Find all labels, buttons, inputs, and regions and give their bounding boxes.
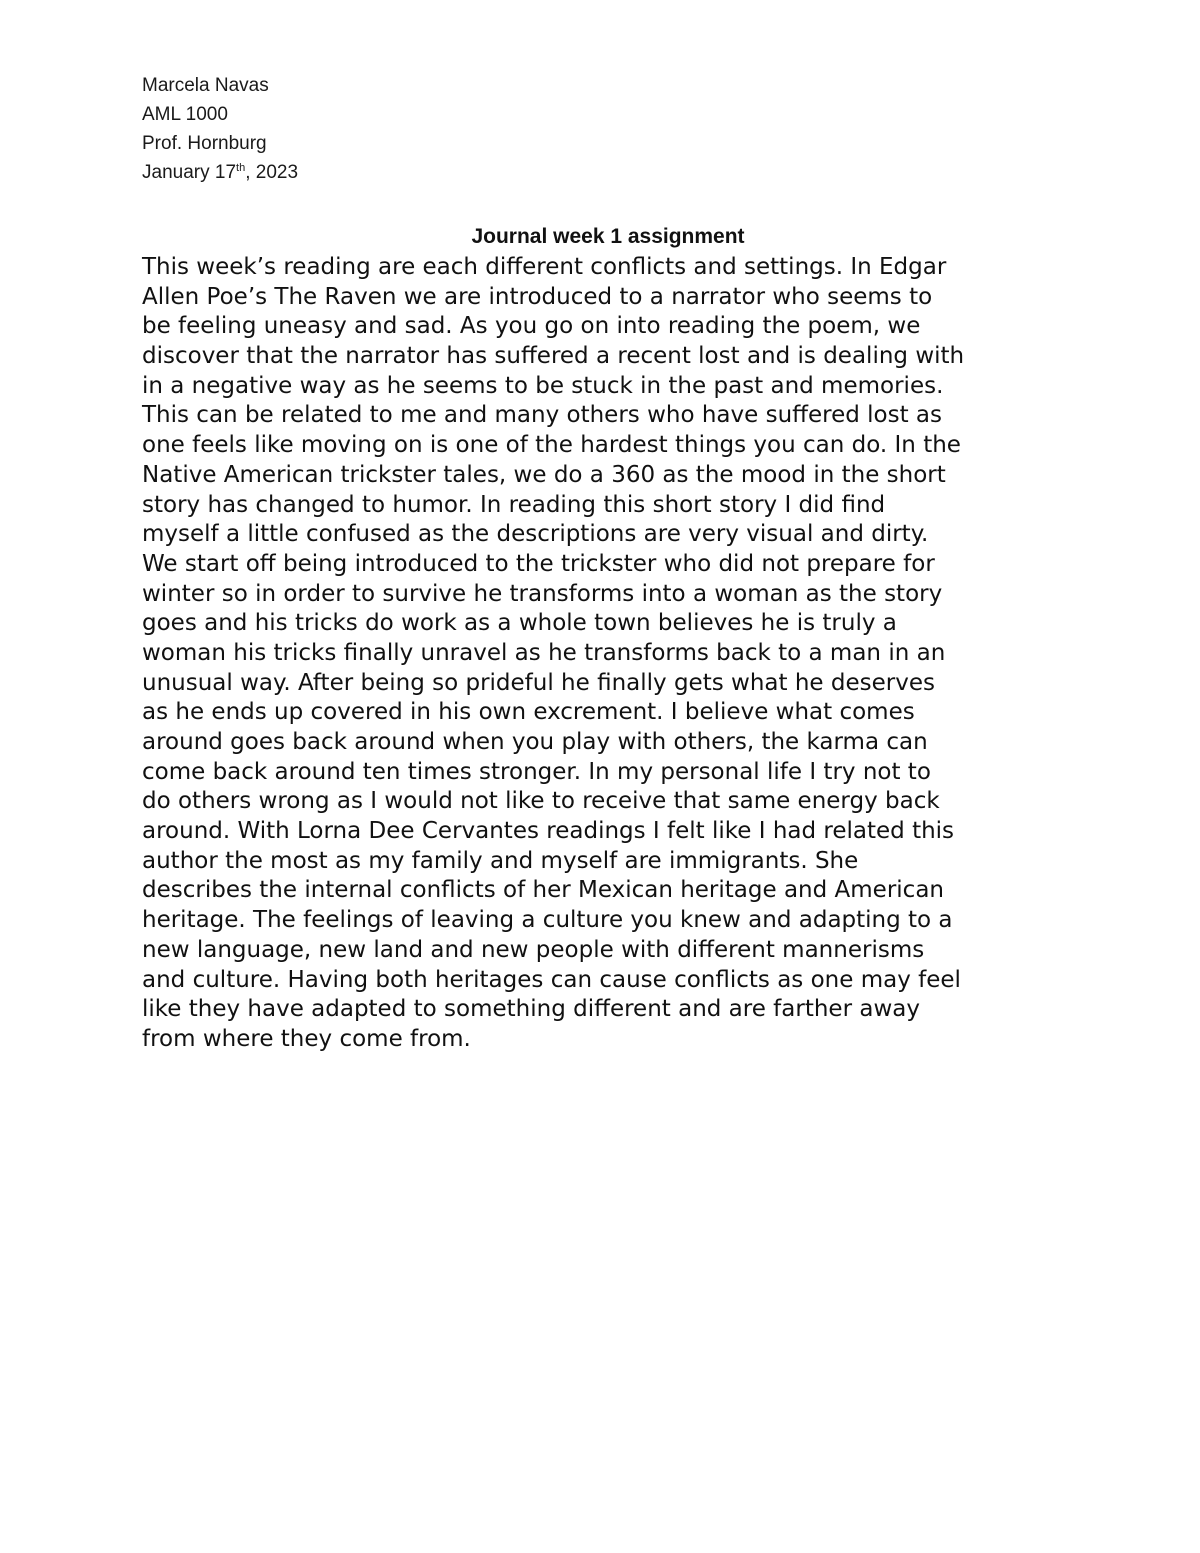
document-title-row [0,222,1200,252]
body-line: describes the internal conflicts of her Mexican heritage and American [142,877,944,904]
date-prefix: January 17 [142,162,237,183]
body-line: This week’s reading are each different conflicts and settings. In Edgar [142,254,947,280]
body-line: one feels like moving on is one of the hardest things you can do. In the [142,432,961,459]
body-line: story has changed to humor. In reading this short story I did find [142,491,886,518]
body-line: unusual way. After being so prideful he finally gets what he deserves [142,669,935,696]
body-line: heritage. The feelings of leaving a culture you knew and adapting to a [142,907,953,934]
body-paragraph [142,253,1062,1055]
body-line: We start off being introduced to the trickster who did not prepare for [142,550,935,577]
body-line: do others wrong as I would not like to receive that same energy back [142,788,940,815]
body-line: Allen Poe’s The Raven we are introduced to a narrator who seems to [142,283,933,310]
body-line: new language, new land and new people with different mannerisms [142,936,925,963]
body-line: as he ends up covered in his own excrement. I believe what comes [142,699,915,726]
body-line: from where they come from. [142,1025,471,1052]
date-ordinal: th [236,162,246,174]
body-line: come back around ten times stronger. In my personal life I try not to [142,758,931,785]
body-line: author the most as my family and myself are immigrants. She [142,847,859,874]
body-line: goes and his tricks do work as a whole town believes he is truly a [142,610,897,637]
body-line: in a negative way as he seems to be stuck in the past and memories. [142,372,944,399]
header-block [142,71,298,187]
body-line: discover that the narrator has suffered a recent lost and is dealing with [142,343,965,370]
body-line: and culture. Having both heritages can cause conflicts as one may feel [142,966,961,993]
body-line: around goes back around when you play with others, the karma can [142,729,928,755]
body-line: woman his tricks finally unravel as he transforms back to a man in an [142,639,946,666]
body-line: like they have adapted to something different and are farther away [142,996,920,1023]
body-line: myself a little confused as the descriptions are very visual and dirty. [142,521,929,548]
course-code: AML 1000 [142,104,228,125]
author-name: Marcela Navas [142,75,269,96]
body-line: This can be related to me and many others who have suffered lost as [142,402,943,429]
body-line: winter so in order to survive he transforms into a woman as the story [142,580,943,607]
body-line: around. With Lorna Dee Cervantes readings I felt like I had related this [142,818,955,845]
date-rest: , 2023 [245,162,299,183]
body-line: be feeling uneasy and sad. As you go on into reading the poem, we [142,313,921,340]
professor-name: Prof. Hornburg [142,133,267,154]
assignment-date [142,158,298,187]
body-line: Native American trickster tales, we do a 360 as the mood in the short [142,461,946,488]
document-title: Journal week 1 assignment [471,225,745,248]
